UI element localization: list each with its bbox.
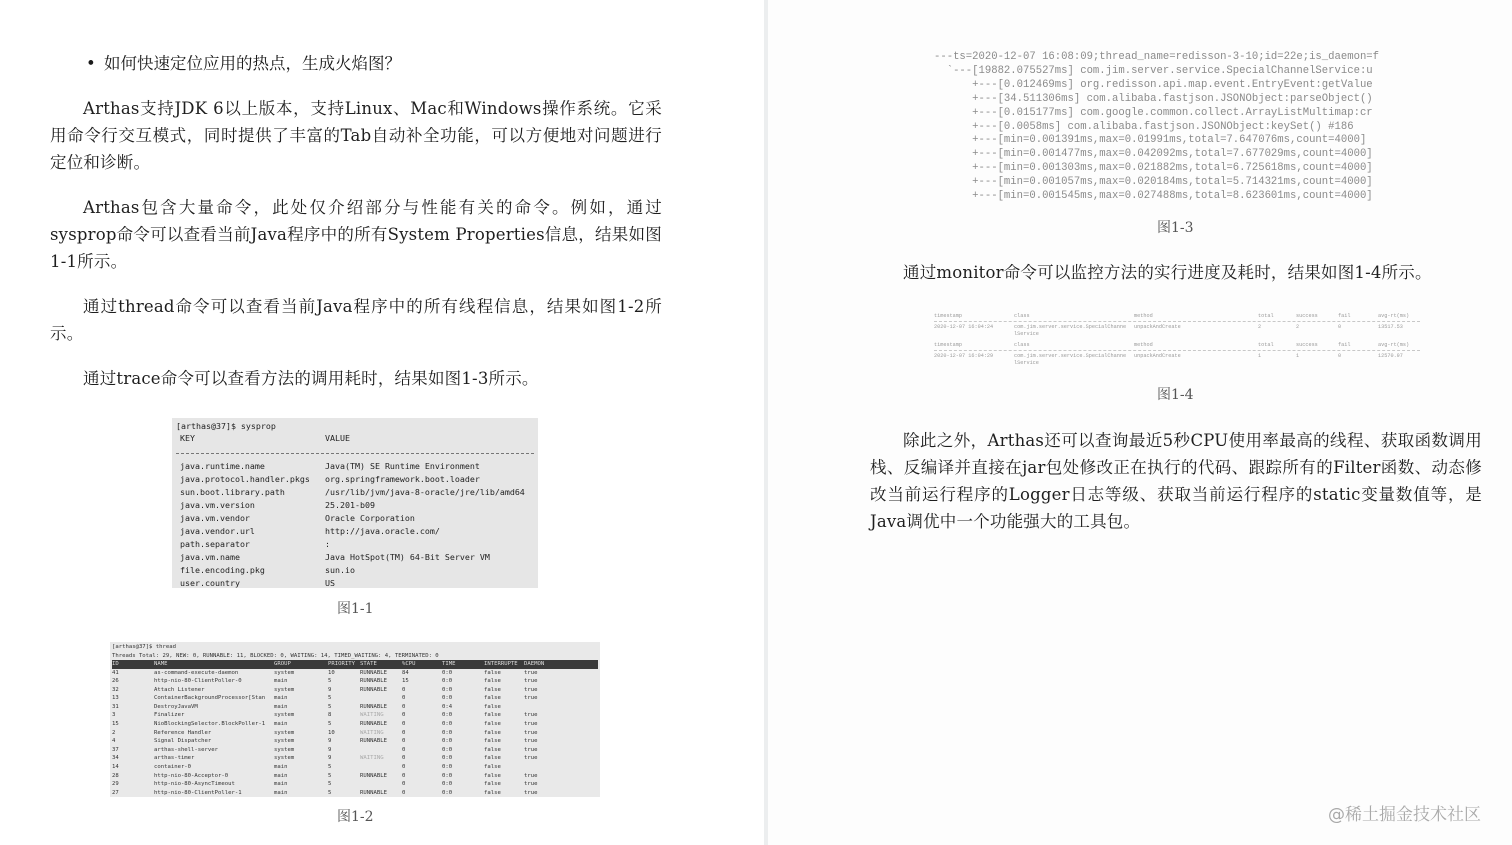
thread-cell: 28: [112, 772, 119, 779]
thread-cell: 2: [112, 729, 116, 736]
thread-row: [112, 729, 598, 738]
thread-cell: 9: [328, 746, 332, 753]
thread-col-header: TIME: [442, 661, 456, 667]
thread-cell: 0: [402, 781, 406, 788]
paragraph-closing: 除此之外，Arthas还可以查询最近5秒CPU使用率最高的线程、获取函数调用栈、反编译并直接在jar包处修改正在执行的代码、跟踪所有的Filter函数、动态修改当前运行程序的Logger日志等级、获取当前运行程序的static变量数值等，是Java调优中一个功能强大的工具包。: [870, 431, 1482, 531]
thread-cell: 0: [402, 764, 406, 771]
thread-cell: [360, 780, 402, 789]
thread-cell: false: [484, 789, 501, 796]
thread-table-header: [112, 660, 598, 669]
thread-cell: WAITING: [360, 729, 384, 736]
thread-cell: 0:0: [442, 686, 453, 693]
figure-trace: [934, 51, 1424, 206]
thread-cell: 0:0: [442, 678, 453, 685]
thread-cell: true: [524, 695, 538, 702]
thread-cell: main: [274, 695, 288, 702]
thread-cell: 26: [112, 678, 119, 685]
thread-cell: 0:0: [442, 781, 453, 788]
trace-line: +---[0.0058ms] com.alibaba.fastjson.JSONObject:keySet() #186: [934, 120, 1354, 133]
thread-cell: false: [484, 703, 501, 710]
thread-cell: 0:0: [442, 695, 453, 702]
thread-cell: 14: [112, 764, 119, 771]
thread-cell: 8: [328, 712, 332, 719]
thread-cell: 5: [328, 695, 332, 702]
thread-row: [112, 746, 598, 755]
thread-cell: false: [484, 712, 501, 719]
monitor-cell: lService: [1014, 359, 1039, 366]
thread-cell: false: [484, 721, 501, 728]
bullet-item: [86, 50, 401, 77]
thread-cell: http-nio-80-ClientPoller-1: [154, 789, 242, 796]
thread-row: [112, 677, 598, 686]
monitor-cell: 1: [1296, 353, 1300, 359]
thread-cell: main: [274, 721, 288, 728]
thread-cell: 9: [328, 738, 332, 745]
thread-cell: false: [484, 781, 501, 788]
thread-cell: [524, 703, 554, 712]
paragraph-trace: 通过trace命令可以查看方法的调用耗时，结果如图1-3所示。: [83, 369, 539, 388]
thread-cell: DestroyJavaVM: [154, 703, 198, 710]
thread-cell: RUNNABLE: [360, 772, 387, 779]
thread-cell: 0:0: [442, 729, 453, 736]
thread-cell: 32: [112, 686, 119, 693]
thread-cell: 5: [328, 772, 332, 779]
figure-caption-1-3: 图1-3: [1157, 220, 1194, 236]
thread-row: [112, 763, 598, 772]
thread-cell: [360, 746, 402, 755]
thread-row: [112, 789, 598, 798]
monitor-header: [934, 341, 1420, 349]
monitor-col-header: class: [1014, 342, 1030, 348]
sysprop-key: sun.boot.library.path: [180, 487, 285, 497]
thread-cell: system: [274, 755, 295, 762]
sysprop-value: Oracle Corporation: [325, 513, 415, 523]
sysprop-value: 25.201-b09: [325, 500, 375, 510]
thread-row: [112, 720, 598, 729]
thread-cell: 13: [112, 695, 119, 702]
thread-cell: 0: [402, 686, 406, 693]
thread-cell: true: [524, 772, 538, 779]
monitor-col-header: total: [1258, 342, 1274, 348]
monitor-cell: 0: [1338, 353, 1342, 359]
figure-caption-1-4: 图1-4: [1157, 387, 1194, 403]
thread-cell: system: [274, 746, 295, 753]
thread-col-header: INTERRUPTE: [484, 661, 518, 667]
thread-cell: 0: [402, 712, 406, 719]
thread-cell: 4: [112, 738, 116, 745]
thread-cell: false: [484, 695, 501, 702]
monitor-block: [934, 341, 1420, 366]
monitor-col-header: success: [1296, 313, 1318, 319]
thread-cell: 0:4: [442, 703, 453, 710]
sysprop-value: /usr/lib/jvm/java-8-oracle/jre/lib/amd64: [325, 487, 525, 497]
thread-cell: 0:0: [442, 669, 453, 676]
thread-cell: 10: [328, 729, 335, 736]
thread-cell: Signal Dispatcher: [154, 738, 212, 745]
thread-cell: 0:0: [442, 772, 453, 779]
thread-cell: RUNNABLE: [360, 686, 387, 693]
thread-cell: false: [484, 772, 501, 779]
thread-cell: 9: [328, 755, 332, 762]
monitor-col-header: success: [1296, 342, 1318, 348]
thread-cell: 3: [112, 712, 116, 719]
thread-cell: 0:0: [442, 738, 453, 745]
sysprop-key: java.protocol.handler.pkgs: [180, 474, 310, 484]
thread-cell: false: [484, 678, 501, 685]
value-header: VALUE: [325, 433, 350, 443]
figure-caption-1-1: 图1-1: [337, 601, 374, 617]
thread-cell: http-nio-80-ClientPoller-0: [154, 678, 242, 685]
thread-cell: main: [274, 678, 288, 685]
monitor-cell: unpackAndCreate: [1134, 353, 1181, 359]
sysprop-row: [176, 564, 534, 577]
monitor-cell: com.jim.server.service.SpecialChanne: [1014, 324, 1127, 330]
monitor-cell: lService: [1014, 330, 1039, 337]
thread-col-header: STATE: [360, 661, 377, 667]
monitor-col-header: fail: [1338, 342, 1351, 348]
sysprop-key: java.vm.name: [180, 552, 240, 562]
thread-cell: true: [524, 746, 538, 753]
monitor-cell: 0: [1338, 324, 1342, 330]
sysprop-key: java.vm.version: [180, 500, 255, 510]
thread-cell: Reference Handler: [154, 729, 212, 736]
dashed-divider: [176, 453, 534, 454]
trace-line: +---[min=0.001303ms,max=0.021882ms,total=6.725618ms,count=4000]: [934, 162, 1373, 175]
monitor-col-header: method: [1134, 313, 1153, 319]
sysprop-row: [176, 486, 534, 499]
thread-cell: true: [524, 738, 538, 745]
paragraph-thread: 通过thread命令可以查看当前Java程序中的所有线程信息，结果如图1-2所示。: [50, 297, 662, 343]
thread-cell: 5: [328, 703, 332, 710]
sysprop-key: java.runtime.name: [180, 461, 265, 471]
thread-cell: true: [524, 789, 538, 796]
thread-cell: 37: [112, 746, 119, 753]
monitor-col-header: method: [1134, 342, 1153, 348]
thread-col-header: PRIORITY: [328, 661, 355, 667]
figure-thread: [110, 642, 600, 797]
thread-cell: 0: [402, 695, 406, 702]
trace-line: ---ts=2020-12-07 16:08:09;thread_name=redisson-3-10;id=22e;is_daemon=f: [934, 51, 1380, 63]
trace-line: +---[0.012469ms] org.redisson.api.map.event.EntryEvent:getValue: [934, 78, 1373, 91]
monitor-header: [934, 312, 1420, 320]
thread-row: [112, 694, 598, 703]
paragraph-monitor: 通过monitor命令可以监控方法的实行进度及耗时，结果如图1-4所示。: [903, 263, 1432, 282]
thread-cell: 0: [402, 755, 406, 762]
thread-col-header: GROUP: [274, 661, 291, 667]
thread-cell: 27: [112, 789, 119, 796]
paragraph-arthas-support: Arthas支持JDK 6以上版本，支持Linux、Mac和Windows操作系统。它采用命令行交互模式，同时提供了丰富的Tab自动补全功能，可以方便地对问题进行定位和诊断。: [50, 99, 662, 172]
thread-cell: 0: [402, 738, 406, 745]
sysprop-key: path.separator: [180, 539, 250, 549]
sysprop-value: Java(TM) SE Runtime Environment: [325, 461, 480, 471]
thread-command: [arthas@37]$ thread: [112, 644, 176, 650]
trace-line: +---[min=0.001545ms,max=0.027488ms,total=8.623601ms,count=4000]: [934, 190, 1373, 203]
thread-cell: 0:0: [442, 764, 453, 771]
monitor-cell: 2020-12-07 16:04:29: [934, 353, 994, 359]
thread-cell: container-0: [154, 764, 192, 771]
key-header: KEY: [180, 433, 195, 443]
thread-cell: false: [484, 764, 501, 771]
thread-cell: system: [274, 669, 295, 676]
monitor-cell: 2020-12-07 16:04:24: [934, 324, 994, 330]
monitor-cell: 1: [1258, 353, 1262, 359]
sysprop-header: [176, 432, 534, 445]
paragraph-sysprop: Arthas包含大量命令，此处仅介绍部分与性能有关的命令。例如，通过sysprop命令可以查看当前Java程序中的所有System Properties信息，结果如图1-1所示。: [50, 198, 662, 271]
dashed-divider: [934, 350, 1420, 351]
thread-cell: 0:0: [442, 789, 453, 796]
thread-row: [112, 703, 598, 712]
sysprop-key: file.encoding.pkg: [180, 565, 265, 575]
thread-col-header: ID: [112, 661, 119, 667]
thread-cell: main: [274, 772, 288, 779]
thread-cell: RUNNABLE: [360, 721, 387, 728]
sysprop-value: Java HotSpot(TM) 64-Bit Server VM: [325, 552, 490, 562]
thread-row: [112, 754, 598, 763]
monitor-cell: 2: [1296, 324, 1300, 330]
thread-summary: Threads Total: 29, NEW: 0, RUNNABLE: 11, BLOCKED: 0, WAITING: 14, TIMED_WAITING: 4, TERMINATED: 0: [112, 652, 439, 659]
thread-cell: false: [484, 686, 501, 693]
thread-cell: main: [274, 703, 288, 710]
thread-cell: 0:0: [442, 755, 453, 762]
thread-cell: false: [484, 669, 501, 676]
monitor-cell: com.jim.server.service.SpecialChanne: [1014, 353, 1127, 359]
thread-row: [112, 711, 598, 720]
thread-cell: main: [274, 781, 288, 788]
thread-cell: Finalizer: [154, 712, 185, 719]
thread-cell: 0: [402, 789, 406, 796]
sysprop-value: :: [325, 539, 330, 549]
sysprop-row: [176, 460, 534, 473]
thread-cell: false: [484, 738, 501, 745]
thread-cell: system: [274, 686, 295, 693]
thread-cell: system: [274, 738, 295, 745]
monitor-col-header: avg-rt(ms): [1378, 342, 1410, 348]
sysprop-key: user.country: [180, 578, 240, 588]
thread-cell: true: [524, 712, 538, 719]
thread-cell: 34: [112, 755, 119, 762]
monitor-cell: unpackAndCreate: [1134, 324, 1181, 330]
sysprop-command: [arthas@37]$ sysprop: [176, 421, 276, 431]
thread-cell: system: [274, 712, 295, 719]
sysprop-value: http://java.oracle.com/: [325, 526, 440, 536]
thread-row: [112, 772, 598, 781]
trace-line: +---[min=0.001477ms,max=0.042092ms,total=7.677029ms,count=4000]: [934, 148, 1373, 161]
thread-col-header: %CPU: [402, 661, 416, 667]
thread-cell: NioBlockingSelector.BlockPoller-1: [154, 721, 266, 728]
thread-cell: WAITING: [360, 755, 384, 762]
thread-cell: main: [274, 789, 288, 796]
monitor-col-header: timestamp: [934, 313, 963, 319]
thread-cell: 41: [112, 669, 119, 676]
thread-cell: false: [484, 729, 501, 736]
thread-cell: Attach Listener: [154, 686, 205, 693]
sysprop-row: [176, 551, 534, 564]
sysprop-row: [176, 499, 534, 512]
sysprop-value: sun.io: [325, 565, 355, 575]
thread-cell: RUNNABLE: [360, 789, 387, 796]
bullet-dot-icon: •: [86, 54, 96, 73]
thread-row: [112, 737, 598, 746]
watermark: @稀土掘金技术社区: [1328, 805, 1481, 825]
sysprop-row: [176, 538, 534, 551]
thread-cell: 0: [402, 703, 406, 710]
thread-cell: arthas-shell-server: [154, 746, 218, 753]
figure-sysprop: [172, 418, 538, 588]
trace-line: +---[34.511306ms] com.alibaba.fastjson.JSONObject:parseObject(): [934, 92, 1373, 105]
monitor-col-header: fail: [1338, 313, 1351, 319]
thread-cell: true: [524, 729, 538, 736]
thread-cell: WAITING: [360, 712, 384, 719]
thread-cell: false: [484, 755, 501, 762]
thread-cell: 31: [112, 703, 119, 710]
thread-cell: [360, 694, 402, 703]
sysprop-row: [176, 473, 534, 486]
dashed-divider: [934, 321, 1420, 322]
sysprop-value: US: [325, 578, 335, 588]
thread-cell: 0:0: [442, 721, 453, 728]
thread-cell: as-command-execute-daemon: [154, 669, 239, 676]
thread-cell: RUNNABLE: [360, 738, 387, 745]
thread-cell: system: [274, 729, 295, 736]
monitor-cell: 12570.97: [1378, 353, 1403, 359]
monitor-col-header: total: [1258, 313, 1274, 319]
thread-row: [112, 669, 598, 678]
thread-cell: 5: [328, 781, 332, 788]
monitor-col-header: timestamp: [934, 342, 963, 348]
thread-cell: 9: [328, 686, 332, 693]
thread-cell: 0: [402, 746, 406, 753]
sysprop-value: org.springframework.boot.loader: [325, 474, 480, 484]
thread-cell: 0: [402, 729, 406, 736]
figure-monitor: [934, 312, 1420, 372]
monitor-cell: 2: [1258, 324, 1262, 330]
thread-cell: arthas-timer: [154, 755, 195, 762]
thread-cell: true: [524, 686, 538, 693]
bullet-text: 如何快速定位应用的热点，生成火焰图？: [104, 54, 401, 73]
thread-cell: RUNNABLE: [360, 669, 387, 676]
thread-col-header: DAEMON: [524, 661, 545, 667]
trace-line: +---[min=0.001391ms,max=0.01991ms,total=7.647076ms,count=4000]: [934, 134, 1367, 147]
thread-cell: main: [274, 764, 288, 771]
trace-line: +---[0.015177ms] com.google.common.collect.ArrayListMultimap:cr: [934, 106, 1373, 119]
thread-cell: http-nio-80-Acceptor-0: [154, 772, 229, 779]
thread-cell: http-nio-80-AsyncTimeout: [154, 781, 235, 788]
monitor-row-continuation: [934, 360, 1420, 367]
monitor-cell: [934, 331, 1014, 338]
thread-cell: [524, 763, 554, 772]
monitor-cell: [934, 360, 1014, 367]
monitor-col-header: class: [1014, 313, 1030, 319]
monitor-col-header: avg-rt(ms): [1378, 313, 1410, 319]
thread-cell: true: [524, 678, 538, 685]
thread-cell: 0: [402, 721, 406, 728]
thread-cell: RUNNABLE: [360, 678, 387, 685]
thread-cell: 5: [328, 678, 332, 685]
thread-row: [112, 780, 598, 789]
sysprop-row: [176, 525, 534, 538]
sysprop-key: java.vm.vendor: [180, 513, 250, 523]
thread-cell: 15: [112, 721, 119, 728]
thread-cell: true: [524, 721, 538, 728]
sysprop-key: java.vendor.url: [180, 526, 255, 536]
thread-cell: RUNNABLE: [360, 703, 387, 710]
thread-row: [112, 686, 598, 695]
thread-cell: [360, 763, 402, 772]
monitor-block: [934, 312, 1420, 337]
thread-cell: 5: [328, 789, 332, 796]
trace-line: +---[min=0.001057ms,max=0.020184ms,total=5.714321ms,count=4000]: [934, 176, 1373, 189]
monitor-cell: 13517.53: [1378, 324, 1403, 330]
thread-cell: true: [524, 781, 538, 788]
figure-caption-1-2: 图1-2: [337, 809, 374, 825]
monitor-row-continuation: [934, 331, 1420, 338]
thread-cell: 84: [402, 669, 409, 676]
thread-cell: 15: [402, 678, 409, 685]
thread-cell: 0:0: [442, 746, 453, 753]
thread-cell: 0:0: [442, 712, 453, 719]
sysprop-row: [176, 512, 534, 525]
thread-cell: 0: [402, 772, 406, 779]
thread-cell: 10: [328, 669, 335, 676]
thread-cell: true: [524, 669, 538, 676]
thread-cell: 5: [328, 721, 332, 728]
thread-col-header: NAME: [154, 661, 168, 667]
thread-cell: ContainerBackgroundProcessor[Stan: [154, 695, 266, 702]
trace-line: `---[19882.075527ms] com.jim.server.service.SpecialChannelService:u: [934, 64, 1373, 77]
thread-cell: true: [524, 755, 538, 762]
thread-cell: 5: [328, 764, 332, 771]
thread-cell: 29: [112, 781, 119, 788]
sysprop-row: [176, 577, 534, 590]
thread-cell: false: [484, 746, 501, 753]
